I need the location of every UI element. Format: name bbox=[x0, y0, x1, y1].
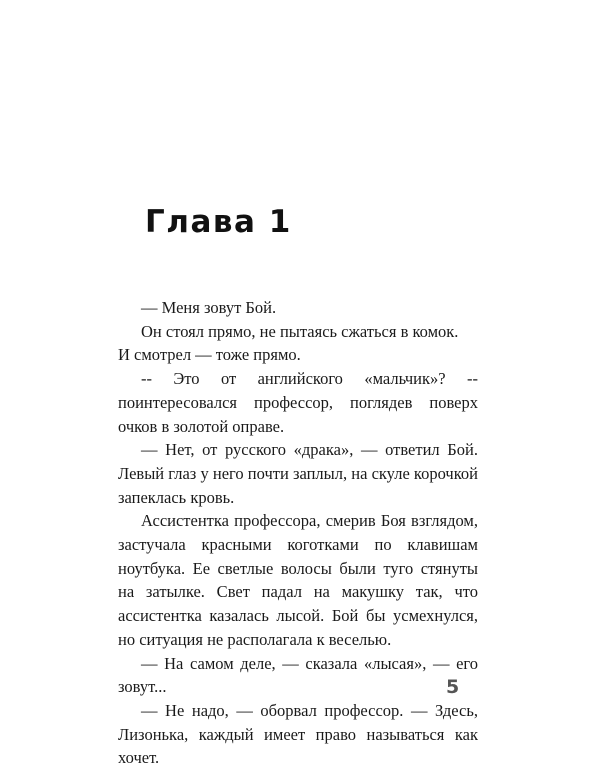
paragraph: Он стоял прямо, не пытаясь сжаться в комок. bbox=[141, 321, 459, 341]
paragraph: — Меня зовут Бой. bbox=[141, 298, 277, 317]
chapter-body bbox=[118, 296, 478, 770]
chapter-title: Глава 1 bbox=[145, 204, 292, 240]
page-number: 5 bbox=[446, 676, 460, 698]
paragraph: Ассистентка профессора, смерив Боя взглядом, застучала красными коготками по клавишам ноутбука. Ее светлые волосы были туго стянуты на затылке. Свет падал на макушку так, что ассистентка казалась лысой. Бой бы усмехнулся, но ситуация не располагала к веселью. bbox=[118, 511, 478, 649]
paragraph: -- Это от английского «мальчик»? -- поинтересовался профессор, поглядев поверх очков в золотой оправе. bbox=[118, 369, 478, 436]
paragraph: — Нет, от русского «драка», — ответил Бой. Левый глаз у него почти заплыл, на скуле корочкой запеклась кровь. bbox=[118, 440, 478, 507]
paragraph: И смотрел — тоже прямо. bbox=[118, 345, 301, 365]
paragraph: — На самом деле, — сказала «лысая», — его зовут... bbox=[118, 653, 478, 697]
paragraph: — Не надо, — оборвал профессор. — Здесь, Лизонька, каждый имеет право называться как хочет. bbox=[118, 700, 478, 768]
